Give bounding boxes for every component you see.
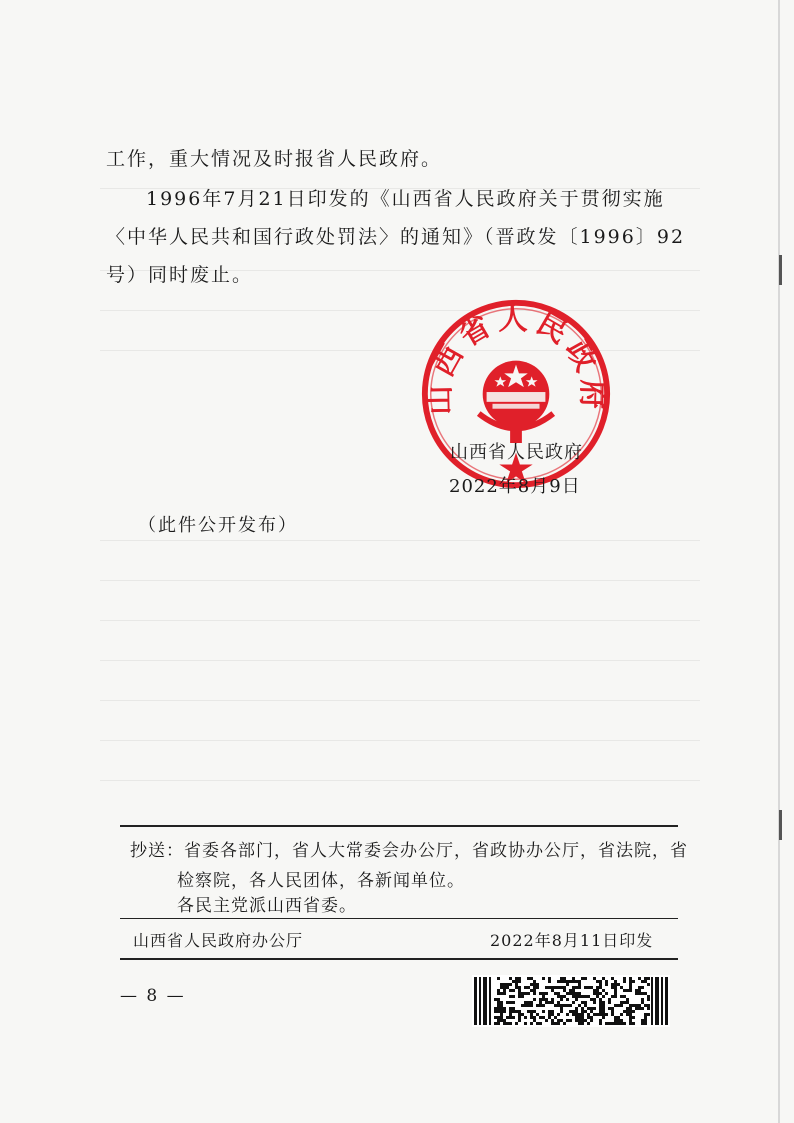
body-paragraph-2: 1996年7月21日印发的《山西省人民政府关于贯彻实施〈中华人民共和国行政处罚法〉的通知》（晋政发〔1996〕92号）同时废止。 <box>106 188 686 286</box>
page-edge <box>778 0 780 1123</box>
distribution-middle-rule <box>120 918 678 919</box>
show-through-line <box>100 540 700 541</box>
signature-date: 2022年8月9日 <box>449 476 581 497</box>
issuer-office: 山西省人民政府办公厅 <box>133 931 304 950</box>
national-emblem-icon <box>479 361 553 443</box>
show-through-line <box>100 700 700 701</box>
show-through-line <box>100 780 700 781</box>
show-through-line <box>100 740 700 741</box>
scan-mark <box>779 255 782 285</box>
show-through-line <box>100 620 700 621</box>
cc-line-3: 各民主党派山西省委。 <box>177 896 357 916</box>
cc-line-1: 抄送：省委各部门，省人大常委会办公厅，省政协办公厅，省法院，省 <box>130 841 688 861</box>
distribution-top-rule <box>120 825 678 827</box>
public-release-note: （此件公开发布） <box>138 515 298 536</box>
seal-text: 山西省人民政府 <box>421 300 611 416</box>
show-through-line <box>100 580 700 581</box>
signature-organization: 山西省人民政府 <box>450 442 583 463</box>
cc-line-2: 检察院，各人民团体，各新闻单位。 <box>177 871 465 891</box>
body-line-1: 工作，重大情况及时报省人民政府。 <box>106 148 443 170</box>
distribution-bottom-rule <box>120 958 678 960</box>
issue-date: 2022年8月11日印发 <box>490 931 654 950</box>
page-number: — 8 — <box>120 986 186 1006</box>
2d-barcode-icon <box>472 975 670 1027</box>
show-through-line <box>100 660 700 661</box>
scan-mark <box>779 810 782 840</box>
